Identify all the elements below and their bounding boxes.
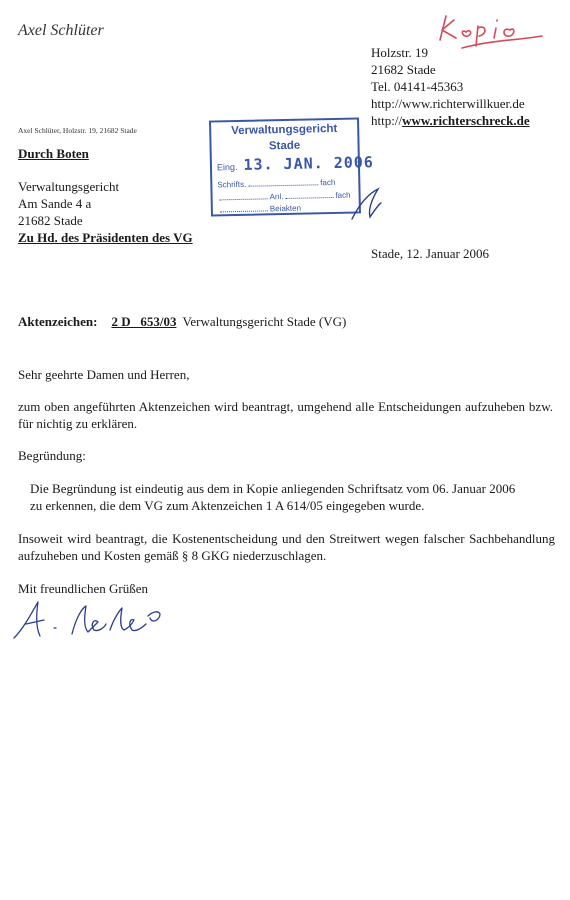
paragraph-reason-line-2: zu erkennen, die dem VG zum Aktenzeichen 1 A 614/05 eingegeben wurde. xyxy=(30,498,425,513)
stamp-dotted-line xyxy=(248,184,318,186)
sender-url-2-domain: www.richterschreck.de xyxy=(402,113,530,128)
paragraph-reason-line-1: Die Begründung ist eindeutig aus dem in Kopie anliegenden Schriftsatz vom 06. Januar 2006 xyxy=(30,481,516,496)
handwritten-initial-mark xyxy=(348,183,384,223)
reference-line xyxy=(18,314,346,330)
sender-street: Holzstr. 19 xyxy=(371,45,429,60)
stamp-anl-row xyxy=(218,191,353,203)
sender-url-2-prefix: http:// xyxy=(371,113,403,128)
stamp-court-name: Verwaltungsgericht xyxy=(231,122,338,138)
stamp-received-row xyxy=(216,153,375,175)
stamp-fach-label: fach xyxy=(320,177,336,188)
sender-phone: Tel. 04141-45363 xyxy=(371,79,464,94)
delivery-method: Durch Boten xyxy=(18,146,89,161)
reference-label: Aktenzeichen: xyxy=(18,314,98,329)
stamp-fach-label-2: fach xyxy=(335,190,351,200)
reference-court: Verwaltungsgericht Stade (VG) xyxy=(182,314,347,329)
stamp-schrifts-row xyxy=(217,178,352,190)
paragraph-reason xyxy=(30,480,555,514)
recipient-line-2: Am Sande 4 a xyxy=(18,196,92,211)
sender-url-2[interactable] xyxy=(371,112,530,129)
stamp-eing-label: Eing. xyxy=(216,161,238,173)
salutation: Sehr geehrte Damen und Herren, xyxy=(18,367,190,382)
stamp-dotted-line xyxy=(220,198,268,200)
closing-phrase: Mit freundlichen Grüßen xyxy=(18,581,148,596)
return-address-line: Axel Schlüter, Holzstr. 19, 21682 Stade xyxy=(18,126,137,135)
received-stamp xyxy=(209,117,375,216)
stamp-anl-label: Anl. xyxy=(269,192,284,202)
sender-name: Axel Schlüter xyxy=(18,22,104,39)
recipient-line-1: Verwaltungsgericht xyxy=(18,179,120,194)
stamp-beiakten-row xyxy=(218,203,353,215)
recipient-address xyxy=(18,178,193,246)
paragraph-costs: Insoweit wird beantragt, die Kostenentscheidung und den Streitwert wegen falscher Sachbehandlung aufzuheben und Kosten gemäß § 8 GKG niederzuschlagen. xyxy=(18,531,555,563)
stamp-dotted-line xyxy=(285,197,333,199)
stamp-beiakten-label: Beiakten xyxy=(269,203,302,214)
stamp-court-place: Stade xyxy=(268,139,301,153)
recipient-line-3: 21682 Stade xyxy=(18,213,83,228)
sender-url-1[interactable]: http://www.richterwillkuer.de xyxy=(371,96,525,111)
sender-city: 21682 Stade xyxy=(371,62,436,77)
reference-number: 2 D 653/03 xyxy=(111,314,177,329)
recipient-attention: Zu Hd. des Präsidenten des VG xyxy=(18,230,193,245)
reason-heading: Begründung: xyxy=(18,448,86,463)
paragraph-request: zum oben angeführten Aktenzeichen wird beantragt, umgehend alle Entscheidungen aufzuheben bzw. für nichtig zu erklären. xyxy=(18,399,553,431)
stamp-schrifts-label: Schrifts. xyxy=(217,179,247,190)
stamp-date: 13. JAN. 2006 xyxy=(243,153,375,174)
sender-address-block xyxy=(371,44,530,129)
letter-date: Stade, 12. Januar 2006 xyxy=(371,246,490,261)
stamp-dotted-line xyxy=(220,210,268,212)
handwritten-signature xyxy=(10,588,170,648)
